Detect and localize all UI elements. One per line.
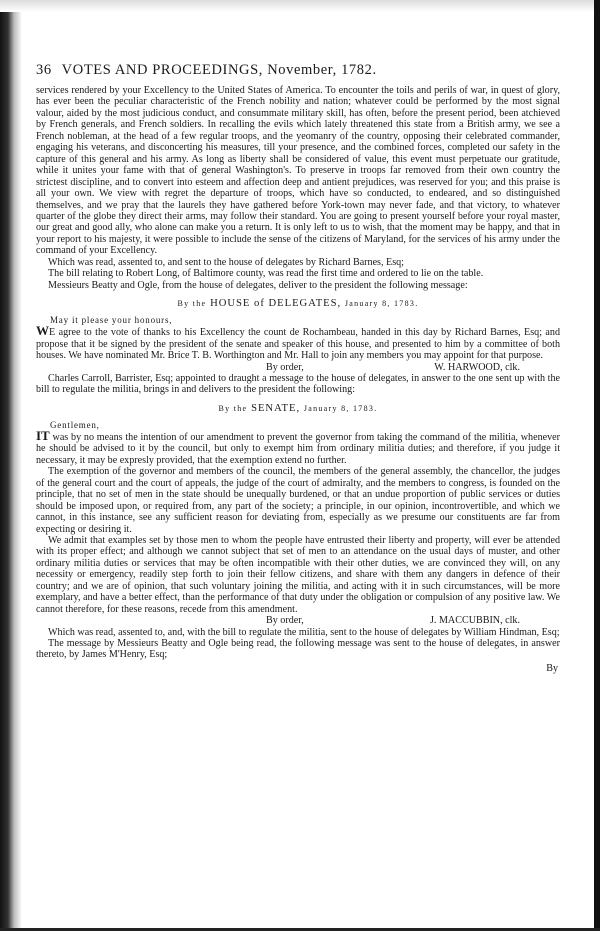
signature-name: W. HARWOOD, clk.: [434, 361, 520, 373]
delegates-dateline: [36, 298, 560, 309]
dateline-date: January 8, 1783.: [344, 299, 419, 309]
catchword: By: [546, 662, 558, 674]
dateline-prefix: By the: [177, 299, 207, 309]
scan-left-edge: [0, 0, 22, 931]
document-page: [36, 62, 560, 674]
running-head: [36, 62, 560, 79]
delegates-message-text: E agree to the vote of thanks to his Excellency the count de Rochambeau, handed in this day by Richard Barnes, Esq; and propose that it be signed by the president of the senate and speaker of this house, and presented to him by a committee of both houses. We have nominated Mr. Brice T. B. Worthington and Mr. Hall to join any members you may appoint for that purpose.: [36, 327, 560, 362]
senate-dateline: [36, 403, 560, 414]
by-order-label: By order,: [266, 615, 304, 627]
signature-name: J. MACCUBBIN, clk.: [429, 615, 520, 627]
senate-p1-text: was by no means the intention of our amendment to prevent the governor from taking the command of the militia, whenever he should be advised to it by the council, but only to exempt him from ordinary militia duties; and therefore, if you judge it necessary, it may be expresly provided, that the exemption extend no further.: [36, 431, 560, 466]
senate-p1: [36, 427, 560, 466]
scan-right-edge: [594, 0, 600, 931]
harwood-signature: [36, 362, 560, 373]
hindman-line: Which was read, assented to, and, with the bill to regulate the militia, sent to the house of delegates by William Hindman, Esq;: [48, 626, 560, 638]
delegates-message-body: [36, 325, 560, 361]
dropcap-it: IT: [36, 427, 50, 443]
maccubbin-signature: [36, 615, 560, 626]
mchenry-line: The message by Messieurs Beatty and Ogle being read, the following message was sent to the house of delegates, in answer thereto, by James M'Henry, Esq;: [36, 638, 560, 661]
salutation-gentlemen: Gentlemen,: [50, 419, 100, 430]
carroll-line: Charles Carroll, Barrister, Esq; appointed to draught a message to the house of delegates, in answer to the one sent up with the bill to regulate the militia, brings in and delivers to the president the following:: [36, 372, 560, 396]
scan-top-edge: [0, 0, 600, 12]
read-assented-line: Which was read, assented to, and sent to the house of delegates by Richard Barnes, Esq;: [48, 256, 404, 268]
dateline-prefix: By the: [218, 403, 248, 413]
page-number: 36: [36, 62, 52, 78]
salutation-honours: May it please your honours,: [50, 315, 173, 326]
dropcap-w: W: [36, 323, 49, 339]
senate-p2: The exemption of the governor and members of the council, the members of the general assembly, the chancellor, the judges of the general court and the court of appeals, the judge of the court of admiralty, and the members to congress, is founded on the principle, that no set of men in the state should be unequally burdened, or that an undue proportion of public services or duties should be imposed upon, or required from, any part of the society; a principle, in our opinion, incontrovertible, and which we cannot, in this instance, see any sufficient reason for deviating from, especially as we presume our constituents are far from expecting or desiring it.: [36, 466, 560, 535]
address-paragraph: services rendered by your Excellency to the United States of America. To encounter the toils and perils of war, in quest of glory, has ever been the peculiar characteristic of the French nobility and nation; whatever could be performed by the most signal valour, aided by the most judicious conduct, and consummate military skill, has often, before the present period, been atchieved by French generals, and French soldiers. In recalling the evils which lately threatened this state from a British army, we see a French nobleman, at the head of a few regular troops, and the yeomanry of the country, opposing their celebrated commander, engaging his veterans, and disconcerting his measures, till your presence, and the combined forces, completed our safety in the capture of this general and his army. As long as liberty shall be considered of value, this event must perpetuate our gratitude, while it unites your fame with that of general Washington's. To preserve in troops far removed from their own country the strictest discipline, and to convert into esteem and affection deep and antient prejudices, was reserved for you; and this praise is all your own. We view with regret the departure of troops, which have so conducted, to endeared, and so distinguished themselves, and we pray that the laurels they have gathered before York-town may never fade, and that victory, to whatever quarter of the globe they direct their arms, may follow their standard. You are going to present yourself before your royal master, our great and good ally, who alone can make you a return. It is only left to us to wish, that the moment may be happy, and that in your report to his majesty, it were possible to include the sense of the citizens of Maryland, for the services of his army under the command of your Excellency.: [36, 85, 560, 257]
page-title: VOTES AND PROCEEDINGS, November, 1782.: [61, 62, 377, 78]
messieurs-line: Messieurs Beatty and Ogle, from the house of delegates, deliver to the president the following message:: [48, 279, 468, 291]
senate-p3: We admit that examples set by those men to whom the people have entrusted their liberty and property, will ever be attended with its proper effect; and although we cannot subject that set of men to an attendance on the usual days of muster, and other ordinary militia duties or services that may be often incompatible with their other duties, we are convinced they will, on any necessity or emergency, readily step forth to join their fellow citizens, and share with them any dangers in defence of their country; and we are of opinion, that such voluntary joining the militia, and acting with it in such circumstances, will be more exemplary, and have a better effect, than the performance of that duty under the obligation or compulsion of any positive law. We cannot therefore, for these reasons, recede from this amendment.: [36, 534, 560, 615]
bill-robert-long-line: The bill relating to Robert Long, of Baltimore county, was read the first time and ordered to lie on the table.: [48, 268, 484, 280]
dateline-house: SENATE,: [251, 402, 301, 414]
dateline-date: January 8, 1783.: [303, 403, 378, 413]
by-order-label: By order,: [266, 361, 304, 373]
dateline-house: HOUSE of DELEGATES,: [210, 298, 342, 310]
